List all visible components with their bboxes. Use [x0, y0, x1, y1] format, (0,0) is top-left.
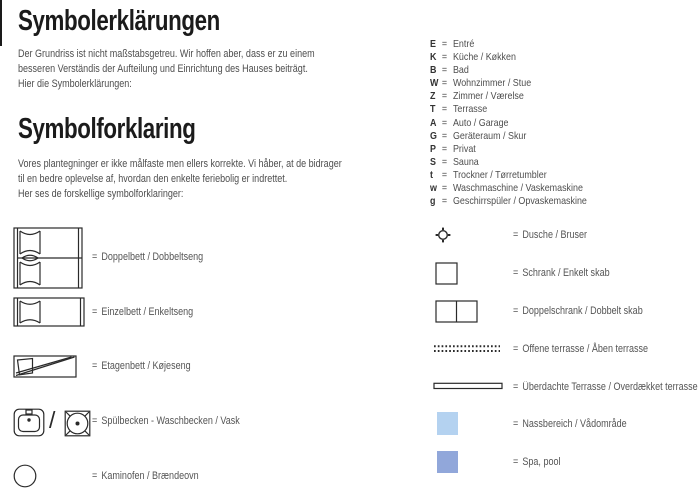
abbreviation-label: Auto / Garage — [452, 116, 509, 129]
equals-sign: = — [513, 381, 519, 393]
legend-row-double-cabinet — [513, 305, 643, 317]
legend-label-text: Kaminofen / Brændeovn — [101, 470, 199, 482]
abbreviation-row — [430, 169, 587, 182]
legend-label-text: Doppelbett / Dobbeltseng — [101, 251, 204, 263]
abbreviation-letter: K — [430, 51, 437, 64]
legend-label-text: Spa, pool — [522, 456, 561, 468]
abbreviation-letter: w — [430, 182, 437, 195]
abbreviation-label: Waschmaschine / Vaskemaskine — [452, 182, 583, 195]
equals-sign: = — [441, 103, 448, 116]
sink-basin-icon — [13, 408, 45, 437]
abbreviation-row — [430, 156, 587, 169]
equals-sign: = — [441, 77, 448, 90]
shower-icon — [435, 227, 451, 243]
legend-row-spa-pool — [513, 456, 560, 468]
equals-sign: = — [92, 306, 98, 318]
abbreviation-label: Terrasse — [452, 103, 488, 116]
abbreviation-letter: A — [430, 116, 437, 129]
equals-sign: = — [92, 251, 98, 263]
legend-row-stove — [92, 470, 199, 482]
equals-sign: = — [513, 456, 519, 468]
abbreviation-row — [430, 103, 587, 116]
equals-sign: = — [92, 415, 98, 427]
abbreviation-label: Geräteraum / Skur — [452, 129, 527, 142]
legend-row-single-bed — [92, 306, 193, 318]
intro-paragraph-german — [18, 47, 315, 91]
legend-row-bunk-bed — [92, 360, 191, 372]
equals-sign: = — [441, 51, 448, 64]
legend-row-sink — [92, 415, 240, 427]
equals-sign: = — [441, 64, 448, 77]
legend-row-cabinet — [513, 267, 610, 279]
legend-label-text: Etagenbett / Køjeseng — [101, 360, 191, 372]
legend-row-shower — [513, 229, 587, 241]
intro-line: til en bedre oplevelse af, hvordan den enkelte feriebolig er indrettet. — [18, 172, 288, 185]
legend-row-open-terrace — [513, 343, 648, 355]
legend-row-wet-area — [513, 418, 627, 430]
abbreviation-letter: T — [430, 103, 436, 116]
legend-row-double-bed — [92, 251, 203, 263]
abbreviation-letter: g — [430, 195, 436, 208]
covered-terrace-icon — [433, 382, 503, 390]
abbreviation-letter: B — [430, 64, 437, 77]
equals-sign: = — [92, 470, 98, 482]
abbreviation-label: Wohnzimmer / Stue — [452, 77, 532, 90]
round-sink-icon — [64, 410, 91, 437]
abbreviation-row — [430, 90, 587, 103]
equals-sign: = — [92, 360, 98, 372]
legend-label-text: Schrank / Enkelt skab — [522, 267, 610, 279]
wood-stove-icon — [13, 464, 37, 488]
abbreviation-row — [430, 195, 587, 208]
abbreviation-label: Zimmer / Værelse — [452, 90, 524, 103]
abbreviation-label: Küche / Køkken — [452, 51, 516, 64]
open-terrace-icon — [433, 344, 501, 354]
equals-sign: = — [441, 90, 448, 103]
abbreviation-letter: E — [430, 38, 436, 50]
abbreviation-letter: Z — [430, 90, 436, 103]
equals-sign: = — [441, 168, 448, 181]
equals-sign: = — [441, 182, 448, 195]
equals-sign: = — [441, 142, 448, 155]
abbreviation-letter: P — [430, 142, 436, 155]
equals-sign: = — [441, 155, 448, 168]
intro-line: Hier die Symbolerklärungen: — [18, 77, 132, 90]
legend-label-text: Nassbereich / Vådområde — [522, 418, 627, 430]
abbreviation-label: Bad — [452, 64, 469, 77]
equals-sign: = — [441, 195, 448, 208]
abbreviation-label: Entré — [452, 38, 475, 50]
abbreviation-list — [430, 38, 587, 208]
single-bed-icon — [13, 297, 85, 327]
equals-sign: = — [513, 418, 519, 430]
intro-paragraph-danish — [18, 157, 342, 201]
double-bed-icon — [13, 227, 83, 289]
abbreviation-label: Privat — [452, 142, 476, 155]
intro-line: besseren Verständis der Aufteilung und Einrichtung des Hauses beiträgt. — [18, 62, 308, 75]
bunk-bed-icon — [13, 355, 77, 378]
equals-sign: = — [441, 116, 448, 129]
abbreviation-row — [430, 143, 587, 156]
intro-line: Der Grundriss ist nicht maßstabsgetreu. Wir hoffen aber, dass er zu einem — [18, 48, 315, 60]
equals-sign: = — [513, 305, 519, 317]
abbreviation-row — [430, 182, 587, 195]
abbreviation-letter: G — [430, 129, 437, 142]
legend-row-covered-terrace — [513, 381, 698, 393]
equals-sign: = — [513, 267, 519, 279]
abbreviation-label: Sauna — [452, 155, 479, 168]
abbreviation-row — [430, 130, 587, 143]
equals-sign: = — [441, 38, 448, 50]
abbreviation-row — [430, 51, 587, 64]
legend-label-text: Einzelbett / Enkeltseng — [101, 306, 194, 318]
wet-area-icon — [437, 412, 458, 435]
abbreviation-row — [430, 117, 587, 130]
equals-sign: = — [513, 229, 519, 241]
legend-label-text: Überdachte Terrasse / Overdækket terrasse — [522, 381, 698, 393]
cabinet-icon — [435, 262, 458, 285]
scan-edge-artifact — [0, 0, 2, 46]
double-cabinet-icon — [435, 300, 478, 323]
slash-separator: / — [49, 407, 56, 433]
legend-label-text: Dusche / Bruser — [522, 229, 588, 241]
abbreviation-row — [430, 77, 587, 90]
page-title-german: Symbolerklärungen — [18, 5, 220, 37]
abbreviation-row — [430, 64, 587, 77]
intro-line: Her ses de forskellige symbolforklaringer: — [18, 187, 184, 200]
abbreviation-letter: t — [430, 168, 433, 181]
intro-line: Vores plantegninger er ikke målfaste men ellers korrekte. Vi håber, at de bidrager — [18, 158, 342, 170]
equals-sign: = — [513, 343, 519, 355]
abbreviation-row — [430, 38, 587, 51]
abbreviation-letter: W — [430, 77, 439, 90]
equals-sign: = — [441, 129, 448, 142]
legend-label-text: Spülbecken - Waschbecken / Vask — [101, 415, 240, 427]
abbreviation-letter: S — [430, 155, 436, 168]
abbreviation-label: Geschirrspüler / Opvaskemaskine — [452, 195, 587, 208]
abbreviation-label: Trockner / Tørretumbler — [452, 168, 547, 181]
spa-pool-icon — [437, 451, 458, 473]
legend-label-text: Doppelschrank / Dobbelt skab — [522, 305, 643, 317]
legend-label-text: Offene terrasse / Åben terrasse — [522, 343, 649, 355]
page-title-danish: Symbolforklaring — [18, 113, 196, 145]
